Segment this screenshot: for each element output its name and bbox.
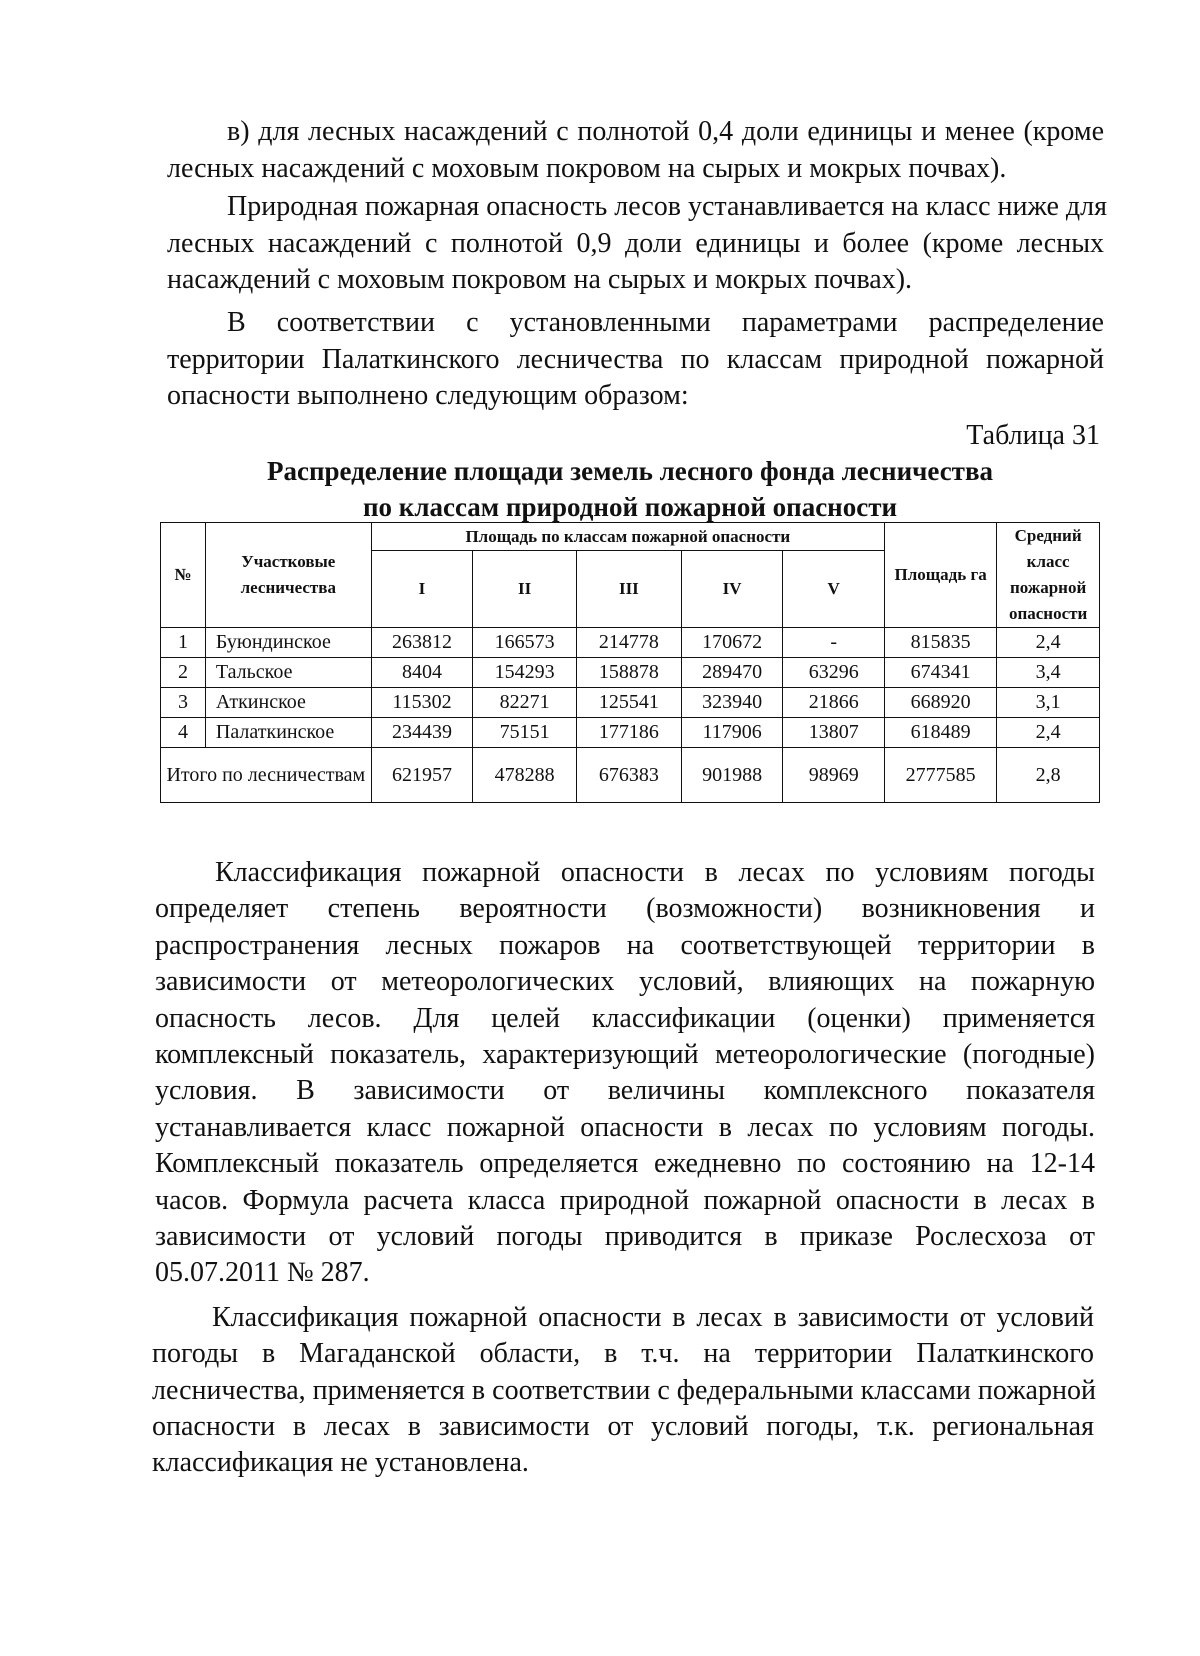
header-num: № (161, 523, 206, 628)
text-line: опасность лесов. Для целей классификации (оценки) применяется (155, 1002, 1095, 1034)
text-line: насаждений с моховым покровом на сырых и мокрых почвах). (167, 264, 913, 295)
cell-total-class-2: 478288 (473, 748, 577, 803)
header-avg-class: Средний класс пожарной опасности (997, 523, 1100, 628)
cell-class-4: 289470 (681, 658, 783, 688)
cell-class-3: 177186 (576, 718, 681, 748)
cell-total-class-3: 676383 (576, 748, 681, 803)
cell-class-4: 170672 (681, 628, 783, 658)
cell-class-1: 115302 (371, 688, 473, 718)
cell-class-2: 166573 (473, 628, 577, 658)
cell-class-2: 82271 (473, 688, 577, 718)
cell-avg: 3,1 (997, 688, 1100, 718)
cell-avg: 3,4 (997, 658, 1100, 688)
cell-total-class-1: 621957 (371, 748, 473, 803)
text-line: определяет степень вероятности (возможности) возникновения и (155, 893, 1095, 925)
cell-class-2: 75151 (473, 718, 577, 748)
paragraph-3 (167, 305, 1104, 415)
header-area-by-class: Площадь по классам пожарной опасности (371, 523, 884, 551)
cell-class-1: 8404 (371, 658, 473, 688)
cell-area: 815835 (885, 628, 997, 658)
cell-class-1: 234439 (371, 718, 473, 748)
paragraph-5 (152, 1300, 1094, 1481)
header-district: Участковые лесничества (205, 523, 371, 628)
text-line: часов. Формула расчета класса природной пожарной опасности в лесах в (155, 1184, 1095, 1216)
text-line: классификация не установлена. (152, 1447, 529, 1479)
text-line: устанавливается класс пожарной опасности в лесах по условиям погоды. (155, 1111, 1095, 1143)
header-area: Площадь га (885, 523, 997, 628)
header-class-1: I (371, 551, 473, 628)
header-class-5: V (783, 551, 885, 628)
table-row (161, 658, 1100, 688)
header-class-2: II (473, 551, 577, 628)
cell-num: 3 (161, 688, 206, 718)
cell-class-3: 125541 (576, 688, 681, 718)
table-title-line: Распределение площади земель лесного фонда лесничества (266, 456, 994, 486)
cell-class-5: 13807 (783, 718, 885, 748)
text-line: В соответствии с установленными параметрами распределение (227, 307, 1104, 338)
text-line: зависимости от метеорологических условий, влияющих на пожарную (155, 966, 1095, 998)
text-line: условия. В зависимости от величины комплексного показателя (155, 1075, 1095, 1107)
table-total-row (161, 748, 1100, 803)
cell-num: 1 (161, 628, 206, 658)
table-row (161, 718, 1100, 748)
text-line: лесничества, применяется в соответствии с федеральными классами пожарной (152, 1374, 1096, 1406)
text-line: опасности в лесах в зависимости от условий погоды, т.к. региональная (152, 1410, 1094, 1442)
paragraph-1 (167, 114, 1104, 187)
table-number-label: Таблица 31 (966, 420, 1100, 451)
cell-name: Буюндинское (205, 628, 371, 658)
cell-class-4: 117906 (681, 718, 783, 748)
cell-num: 4 (161, 718, 206, 748)
cell-class-5: - (783, 628, 885, 658)
cell-class-5: 21866 (783, 688, 885, 718)
cell-avg: 2,4 (997, 628, 1100, 658)
text-line: в) для лесных насаждений с полнотой 0,4 доли единицы и менее (кроме (227, 116, 1104, 147)
text-line: распространения лесных пожаров на соответствующей территории в (155, 929, 1095, 961)
cell-area: 668920 (885, 688, 997, 718)
cell-class-1: 263812 (371, 628, 473, 658)
cell-total-label: Итого по лесничествам (161, 748, 372, 803)
text-line: опасности выполнено следующим образом: (167, 380, 689, 411)
text-line: Классификация пожарной опасности в лесах в зависимости от условий (212, 1302, 1094, 1333)
text-line: зависимости от условий погоды приводится в приказе Рослесхоза от (155, 1221, 1095, 1253)
table-row (161, 628, 1100, 658)
cell-total-class-4: 901988 (681, 748, 783, 803)
text-line: лесных насаждений с моховым покровом на сырых и мокрых почвах). (167, 152, 1007, 184)
paragraph-2 (167, 189, 1107, 299)
cell-class-3: 158878 (576, 658, 681, 688)
cell-name: Палаткинское (205, 718, 371, 748)
text-line: Комплексный показатель определяется ежедневно по состоянию на 12-14 (155, 1148, 1095, 1180)
cell-area: 618489 (885, 718, 997, 748)
cell-class-5: 63296 (783, 658, 885, 688)
cell-total-area: 2777585 (885, 748, 997, 803)
cell-class-3: 214778 (576, 628, 681, 658)
text-line: Природная пожарная опасность лесов устанавливается на класс ниже для (227, 191, 1107, 222)
text-line: лесных насаждений с полнотой 0,9 доли единицы и более (кроме лесных (167, 227, 1104, 259)
cell-name: Тальское (205, 658, 371, 688)
text-line: погоды в Магаданской области, в т.ч. на территории Палаткинского (152, 1338, 1094, 1370)
table-title (160, 453, 1100, 525)
cell-total-class-5: 98969 (783, 748, 885, 803)
header-class-3: III (576, 551, 681, 628)
cell-num: 2 (161, 658, 206, 688)
cell-area: 674341 (885, 658, 997, 688)
text-line: территории Палаткинского лесничества по классам природной пожарной (167, 343, 1104, 375)
cell-name: Аткинское (205, 688, 371, 718)
cell-avg: 2,4 (997, 718, 1100, 748)
header-class-4: IV (681, 551, 783, 628)
table-title-line: по классам природной пожарной опасности (362, 492, 898, 522)
text-line: комплексный показатель, характеризующий метеорологические (погодные) (155, 1039, 1095, 1071)
fire-danger-table (160, 522, 1100, 803)
text-line: 05.07.2011 № 287. (155, 1257, 370, 1289)
cell-total-avg: 2,8 (997, 748, 1100, 803)
text-line: Классификация пожарной опасности в лесах по условиям погоды (215, 857, 1095, 888)
paragraph-4 (155, 855, 1095, 1292)
cell-class-2: 154293 (473, 658, 577, 688)
cell-class-4: 323940 (681, 688, 783, 718)
table-row (161, 688, 1100, 718)
